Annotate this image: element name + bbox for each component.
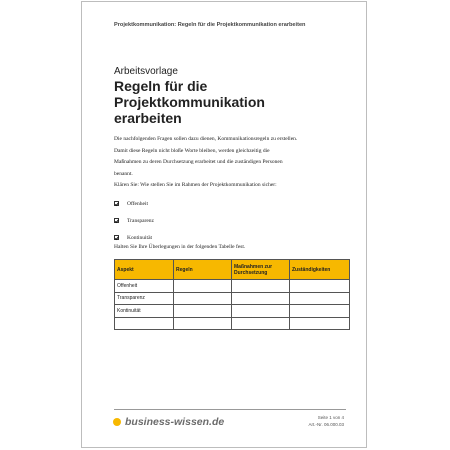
table-cell-empty[interactable]	[290, 305, 350, 318]
checklist-item-label: Kontinuität	[127, 234, 153, 241]
column-header-regeln: Regeln	[174, 260, 232, 280]
table-cell-empty[interactable]	[232, 317, 290, 330]
column-header-massnahmen: Maßnahmen zur Durchsetzung	[232, 260, 290, 280]
table-cell-empty[interactable]	[174, 305, 232, 318]
checklist-item-label: Offenheit	[127, 200, 148, 207]
table-cell-empty[interactable]	[232, 292, 290, 305]
table-cell-empty[interactable]	[174, 317, 232, 330]
table-cell-aspekt: Offenheit	[115, 280, 174, 293]
checklist-item	[114, 212, 154, 229]
table-cell-aspekt: Transparenz	[115, 292, 174, 305]
title-line-1: Regeln für die	[114, 78, 208, 94]
table-lead-text: Halten Sie Ihre Überlegungen in der folgenden Tabelle fest.	[114, 244, 246, 250]
checkbox-checked-icon[interactable]	[114, 218, 119, 223]
title-line-2: Projektkommunikation	[114, 94, 265, 110]
running-head: Projektkommunikation: Regeln für die Projektkommunikation erarbeiten	[114, 22, 306, 28]
table-row	[115, 305, 350, 318]
article-number: Art.-Nr. 06.000.03	[308, 422, 344, 427]
checklist-item	[114, 195, 154, 212]
table-cell-empty[interactable]	[290, 292, 350, 305]
table-cell-empty[interactable]	[174, 280, 232, 293]
brand-logo	[113, 416, 224, 428]
table-cell-aspekt: Kontinuität	[115, 305, 174, 318]
table-row	[115, 292, 350, 305]
table-cell-empty[interactable]	[232, 305, 290, 318]
table-row	[115, 280, 350, 293]
checkbox-checked-icon[interactable]	[114, 235, 119, 240]
checklist-item-label: Transparenz	[127, 217, 154, 224]
document-title	[114, 78, 314, 126]
logo-dot-icon	[113, 418, 121, 426]
checklist	[114, 195, 154, 246]
column-header-zustaendigkeiten: Zuständigkeiten	[290, 260, 350, 280]
table-cell-empty[interactable]	[290, 317, 350, 330]
document-type-label: Arbeitsvorlage	[114, 66, 178, 77]
table-cell-empty[interactable]	[290, 280, 350, 293]
document-page	[81, 1, 367, 448]
table-cell-aspekt[interactable]	[115, 317, 174, 330]
table-cell-empty[interactable]	[232, 280, 290, 293]
table-header-row	[115, 260, 350, 280]
column-header-aspekt: Aspekt	[115, 260, 174, 280]
footer-divider	[114, 409, 346, 410]
page-number: Seite 1 von 4	[317, 415, 344, 420]
intro-paragraph: Die nachfolgenden Fragen sollen dazu dienen, Kommunikationsregeln zu erstellen. Damit diese Regeln nicht bloße Worte bleiben, werden gleichzeitig die Maßnahmen zu deren Durchsetzung erarbeitet und die zuständigen Personen benannt.	[114, 136, 298, 177]
checkbox-checked-icon[interactable]	[114, 201, 119, 206]
logo-wordmark: business-wissen.de	[125, 416, 225, 428]
title-line-3: erarbeiten	[114, 110, 182, 126]
table-row	[115, 317, 350, 330]
checklist-prompt: Klären Sie: Wie stellen Sie im Rahmen der Projektkommunikation sicher:	[114, 182, 277, 188]
table-cell-empty[interactable]	[174, 292, 232, 305]
rules-table	[114, 259, 350, 330]
page-info	[308, 414, 344, 428]
